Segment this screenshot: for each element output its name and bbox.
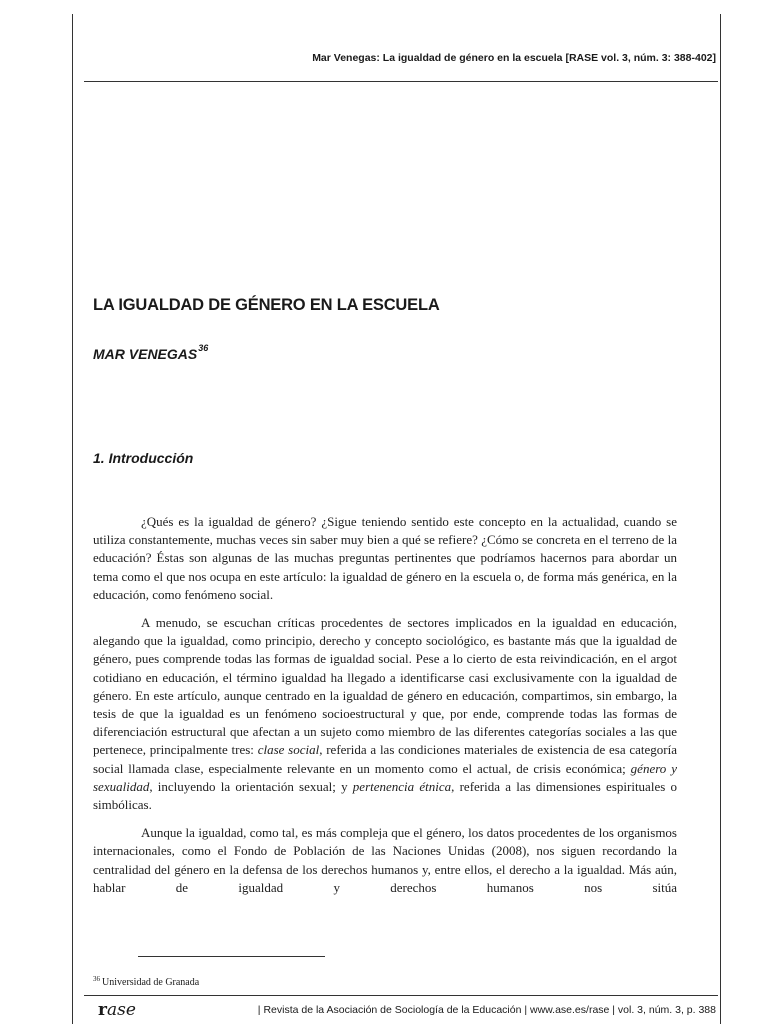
journal-logo-lead: r: [98, 1000, 107, 1020]
paragraph-2: [93, 614, 677, 814]
paragraph-2-part-2: , referida a las condiciones materiales de existencia de esa categoría social llamada clase, especialmente relevante en un momento como el actual, de crisis económica;: [93, 742, 677, 776]
right-margin-rule: [720, 14, 721, 1024]
running-header: Mar Venegas: La igualdad de género en la escuela [RASE vol. 3, núm. 3: 388-402]: [312, 52, 716, 64]
journal-logo: [98, 1000, 136, 1020]
header-rule: [84, 81, 718, 82]
paragraph-2-part-1: A menudo, se escuchan críticas procedentes de sectores implicados en la igualdad en educación, alegando que la igualdad, como principio, derecho y concepto sociológico, es bastante más que la igualdad de género, pues comprende todas las formas de igualdad social. Pese a lo cierto de esta reivindicación, en el argot cotidiano en educación, el término igualdad ha llegado a identificarse casi exclusivamente con la igualdad de género. En este artículo, aunque centrado en la igualdad de género en educación, compartimos, sin embargo, la tesis de que la igualdad es un fenómeno socioestructural y que, por ende, comprende todas las formas de diferenciación estructural que afectan a un sujeto como miembro de las diferentes categorías sociales a las que pertenece, principalmente tres:: [93, 615, 677, 758]
author-footnote-mark[interactable]: 36: [198, 343, 209, 353]
footer-rule: [84, 995, 718, 996]
footnote-rule: [138, 956, 325, 957]
journal-logo-rest: ase: [106, 1000, 136, 1020]
paragraph-2-part-3: , incluyendo la orientación sexual; y: [149, 778, 353, 794]
footer-text: | Revista de la Asociación de Sociología de la Educación | www.ase.es/rase | vol. 3, núm. 3, p. 388: [257, 1004, 716, 1016]
paragraph-1: ¿Qués es la igualdad de género? ¿Sigue teniendo sentido este concepto en la actualidad, cuando se utiliza constantemente, muchas veces sin saber muy bien a qué se refiere? ¿Cómo se concreta en el terreno de la educación? Éstas son algunas de las muchas preguntas pertinentes que podríamos hacernos para abordar un tema como el que nos ocupa en este artículo: la igualdad de género en la escuela o, de forma más genérica, en la educación, como fenómeno social.: [93, 514, 677, 602]
section-heading: 1. Introducción: [93, 450, 194, 466]
author-name-text: MAR VENEGAS: [93, 346, 198, 362]
paragraph-2-part-4: , referida a las dimensiones espirituales o simbólicas.: [93, 778, 677, 813]
footnote: [93, 977, 199, 988]
left-margin-rule: [72, 14, 73, 1024]
footnote-text: Universidad de Granada: [102, 977, 200, 988]
paragraph-3: Aunque la igualdad, como tal, es más compleja que el género, los datos procedentes de los organismos internacionales, como el Fondo de Población de las Naciones Unidas (2008), nos siguen recordando la centralidad del género en la defensa de los derechos humanos y, entre ellos, el derecho a la igualdad. Más aún, hablar de igualdad y derechos humanos nos sitúa: [93, 825, 677, 895]
author-name: [93, 343, 209, 362]
article-body: [93, 513, 677, 897]
term-pertenencia-etnica: pertenencia étnica: [352, 778, 452, 794]
footnote-mark: 36: [93, 975, 100, 983]
article-title: LA IGUALDAD DE GÉNERO EN LA ESCUELA: [93, 296, 440, 314]
term-genero-sexualidad: género y sexualidad: [93, 760, 677, 794]
term-clase-social: clase social: [257, 742, 320, 758]
